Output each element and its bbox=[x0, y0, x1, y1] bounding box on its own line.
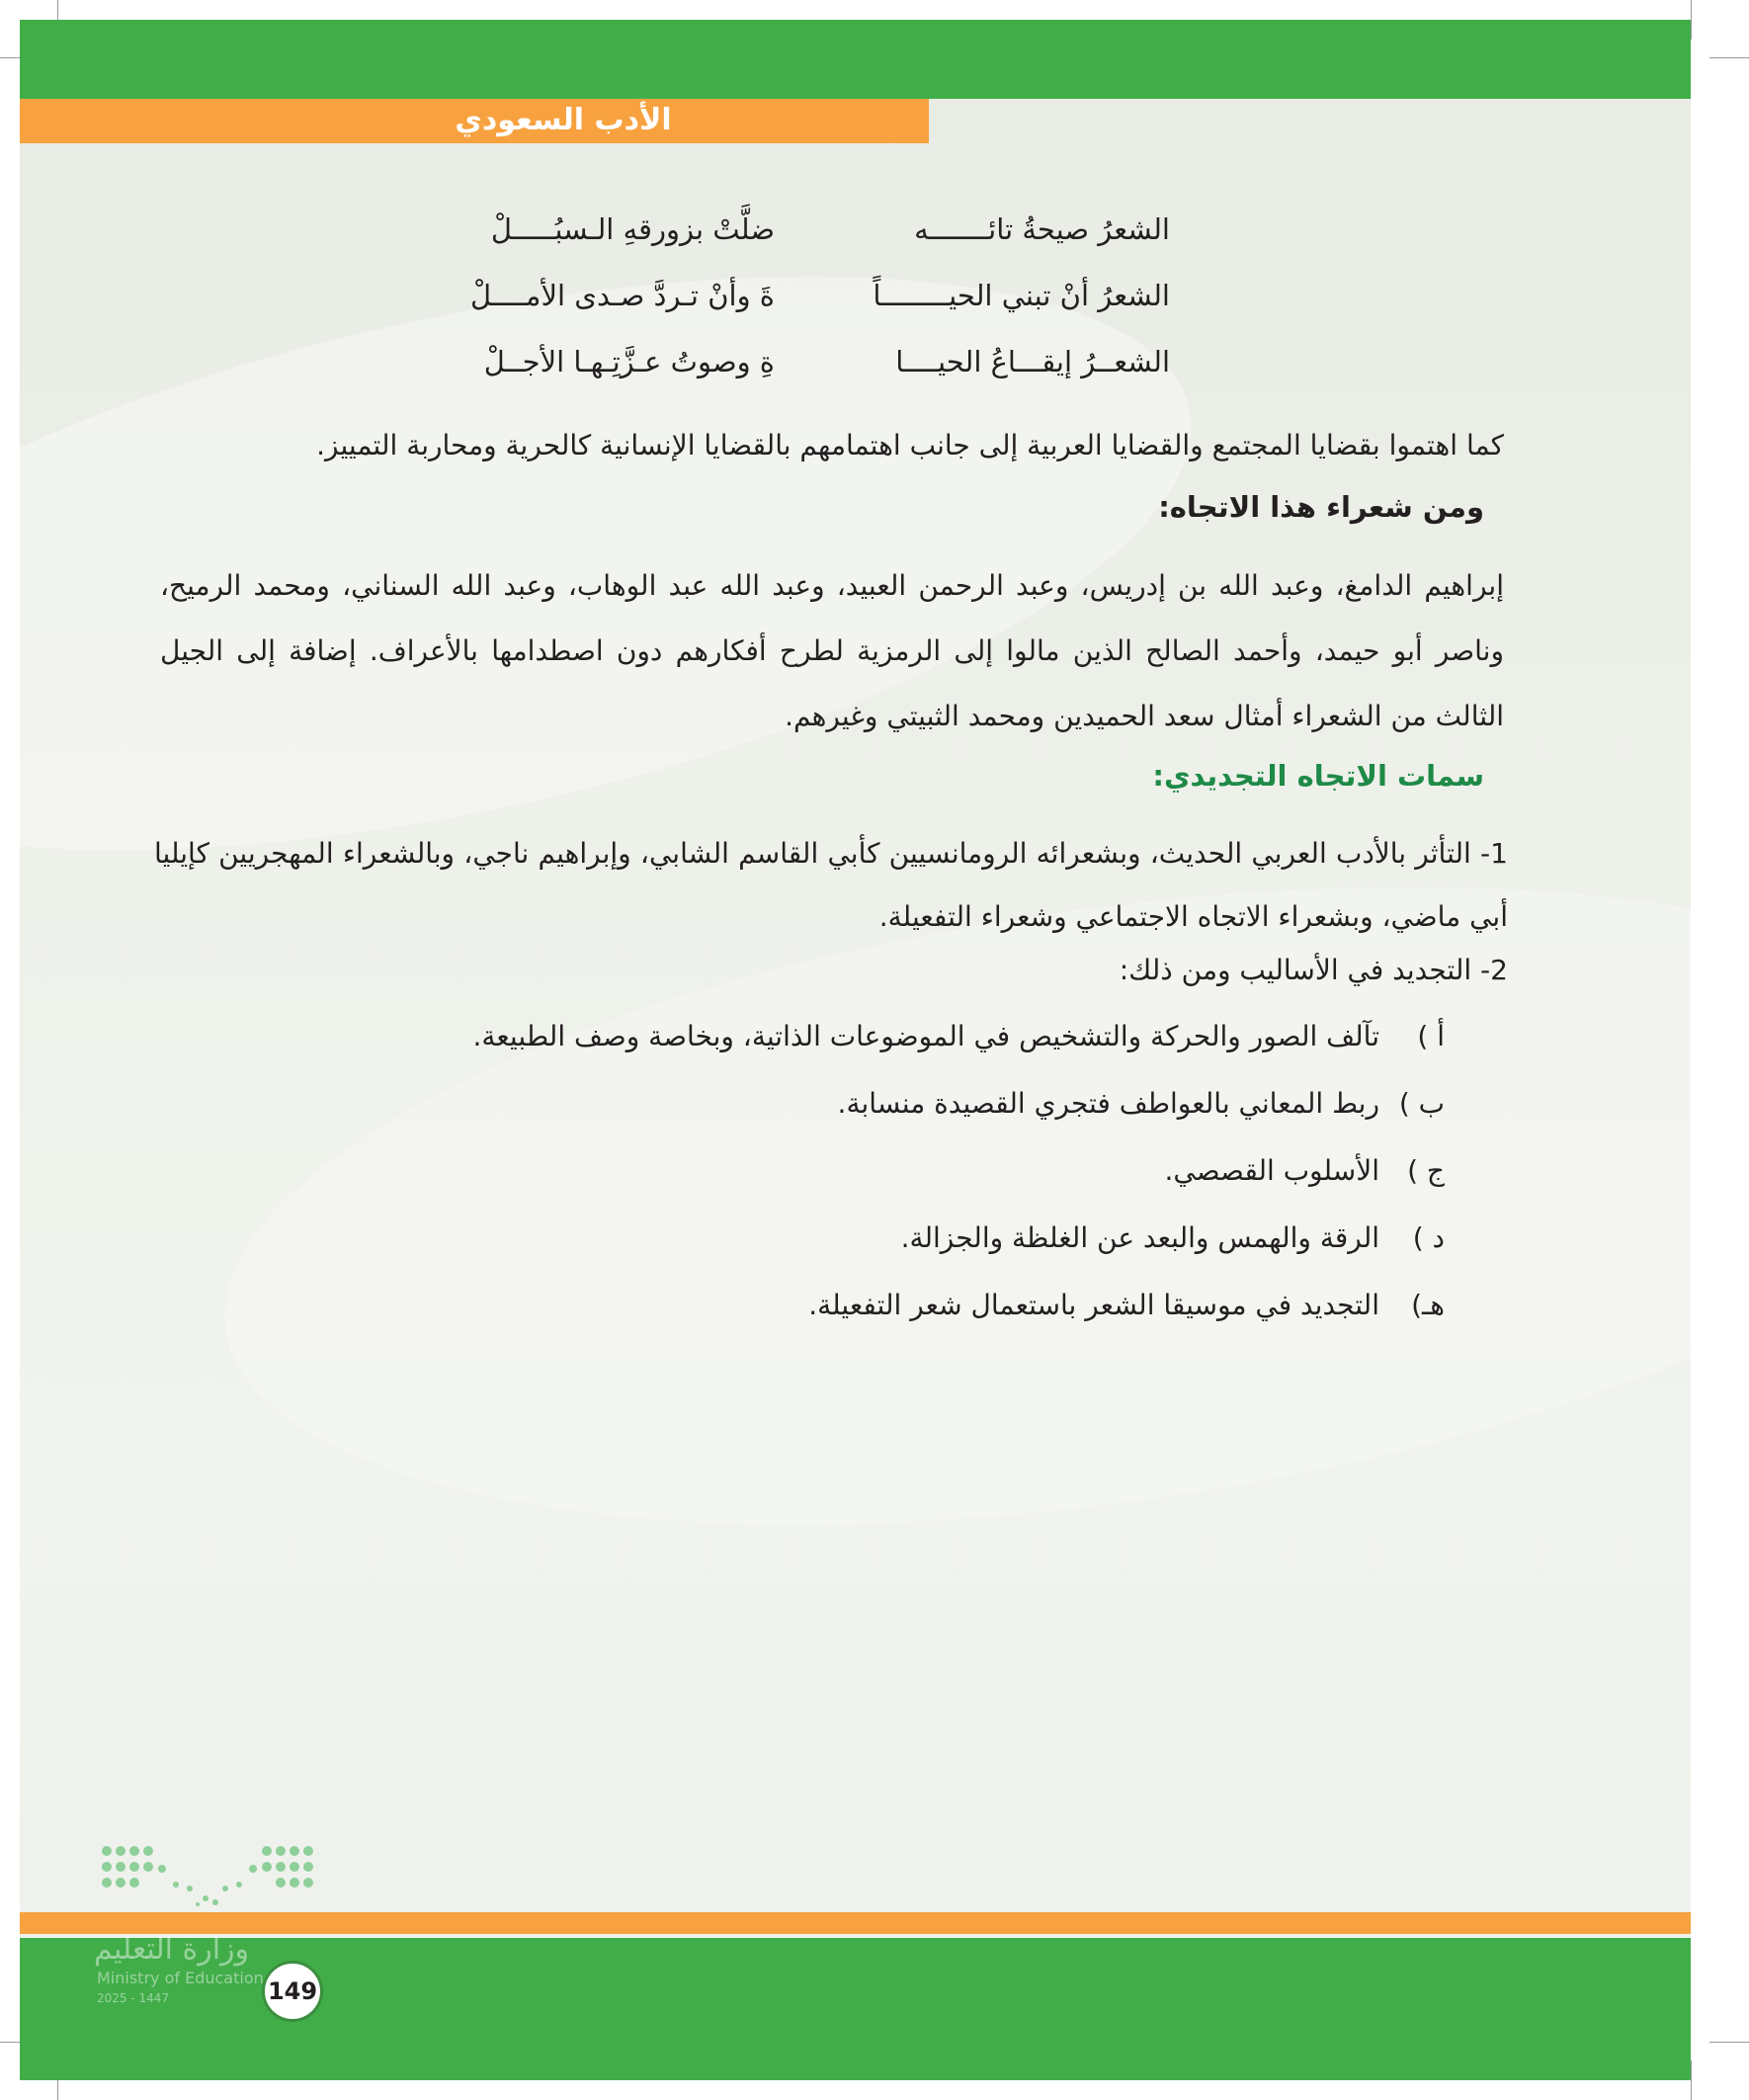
section-title: الأدب السعودي bbox=[455, 103, 672, 137]
crop-mark bbox=[1691, 0, 1692, 40]
ministry-logo-arabic: وزارة التعليم bbox=[94, 1932, 250, 1967]
ministry-logo-english: Ministry of Education bbox=[97, 1969, 264, 1987]
crop-mark bbox=[1709, 57, 1749, 58]
crop-mark bbox=[1709, 2042, 1749, 2043]
sub-item-marker: ج ) bbox=[1407, 1154, 1445, 1187]
sub-item-marker: د ) bbox=[1412, 1221, 1445, 1254]
top-green-bar bbox=[20, 20, 1691, 99]
poem-verse-left: ضلَّتْ بزورقهِ الـسبُـــــلْ bbox=[490, 212, 775, 246]
poem-verse-right: الشعرُ أنْ تبني الحيــــــــاً bbox=[873, 279, 1170, 312]
footer-orange-bar bbox=[20, 1912, 1691, 1934]
page-number: 149 bbox=[262, 1961, 323, 2022]
poem-verse-left: ةَ وأنْ تـردَّ صـدى الأمــــلْ bbox=[469, 279, 775, 312]
poets-paragraph: إبراهيم الدامغ، وعبد الله بن إدريس، وعبد الرحمن العبيد، وعبد الله عبد الوهاب، وعبد الله السناني، ومحمد الرميح، وناصر أبو حيمد، وأحمد الصالح الذين مالوا إلى الرمزية لطرح أفكارهم دون اصطدامها بالأعراف. إضافة إلى الجيل الثالث من الشعراء أمثال سعد الحميدين ومحمد الثبيتي وغيرهم. bbox=[160, 569, 1504, 732]
poem-verse-right: الشعرُ صيحةُ تائـــــــه bbox=[914, 212, 1170, 246]
poets-heading: ومن شعراء هذا الاتجاه: bbox=[1158, 490, 1484, 524]
ministry-logo-dots bbox=[99, 1843, 326, 1912]
features-heading: سمات الاتجاه التجديدي: bbox=[1152, 759, 1484, 793]
sub-item-marker: هـ) bbox=[1411, 1289, 1445, 1321]
feature-2: 2- التجديد في الأساليب ومن ذلك: bbox=[1119, 954, 1508, 986]
crop-mark bbox=[1691, 2060, 1692, 2100]
sub-item-text: ربط المعاني بالعواطف فتجري القصيدة منسابة. bbox=[837, 1087, 1379, 1120]
sub-item-marker: ب ) bbox=[1398, 1087, 1445, 1120]
poem-verse-left: ةِ وصوتُ عـزَّتِـهـا الأجــلْ bbox=[483, 345, 775, 378]
textbook-page bbox=[20, 20, 1691, 2080]
intro-paragraph: كما اهتموا بقضايا المجتمع والقضايا العربية إلى جانب اهتمامهم بالقضايا الإنسانية كالحرية ومحاربة التمييز. bbox=[316, 429, 1504, 462]
sub-item-text: الرقة والهمس والبعد عن الغلظة والجزالة. bbox=[900, 1221, 1379, 1254]
feature-1: 1- التأثر بالأدب العربي الحديث، وبشعرائه الرومانسيين كأبي القاسم الشابي، وإبراهيم ناجي، وبالشعراء المهجريين كإيليا أبي ماضي، وبشعراء الاتجاه الاجتماعي وشعراء التفعيلة. bbox=[154, 837, 1508, 933]
poem-verse-right: الشعــرُ إيقـــاعُ الحيــــا bbox=[895, 345, 1170, 378]
sub-item-text: الأسلوب القصصي. bbox=[1164, 1154, 1379, 1187]
ministry-logo-year: 2025 - 1447 bbox=[97, 1991, 170, 2005]
sub-item-text: التجديد في موسيقا الشعر باستعمال شعر التفعيلة. bbox=[808, 1289, 1379, 1321]
sub-item-marker: أ ) bbox=[1417, 1020, 1445, 1052]
sub-item-text: تآلف الصور والحركة والتشخيص في الموضوعات الذاتية، وبخاصة وصف الطبيعة. bbox=[472, 1020, 1379, 1052]
